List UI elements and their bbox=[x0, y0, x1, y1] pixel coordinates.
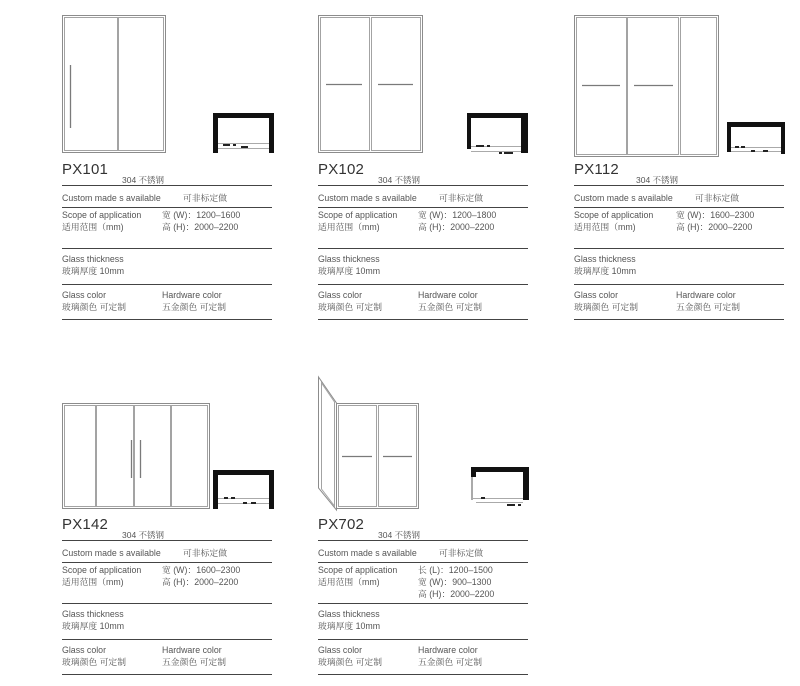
plan-wall bbox=[467, 113, 471, 149]
glass-color-value: 玻璃颜色 可定制 bbox=[574, 302, 639, 312]
glass-color-label: Glass color bbox=[62, 645, 106, 655]
scope-label-en: Scope of application bbox=[62, 210, 142, 220]
plan-roller bbox=[481, 497, 485, 499]
plan-roller bbox=[223, 144, 230, 146]
divider-line bbox=[318, 639, 528, 640]
divider-line bbox=[318, 674, 528, 675]
custom-made-label: Custom made s available bbox=[62, 193, 161, 203]
divider-line bbox=[318, 540, 528, 541]
product-card-px112 bbox=[574, 0, 786, 330]
plan-wall bbox=[213, 470, 274, 475]
plan-roller bbox=[243, 502, 247, 504]
plan-roller bbox=[241, 146, 248, 148]
custom-made-label: Custom made s available bbox=[574, 193, 673, 203]
plan-wall bbox=[467, 113, 528, 118]
plan-roller bbox=[518, 504, 521, 506]
scope-label-en: Scope of application bbox=[574, 210, 654, 220]
plan-wall bbox=[213, 113, 274, 118]
model-number: PX101 bbox=[62, 161, 109, 178]
divider-line bbox=[574, 319, 784, 320]
material-spec: 304 不锈钢 bbox=[122, 530, 165, 540]
plan-wall bbox=[269, 113, 274, 153]
divider-line bbox=[318, 603, 528, 604]
hardware-color-label: Hardware color bbox=[418, 645, 478, 655]
plan-wall bbox=[471, 467, 529, 472]
material-spec: 304 不锈钢 bbox=[378, 530, 421, 540]
glass-thickness-label: Glass thickness bbox=[62, 254, 124, 264]
hardware-color-value: 五金颜色 可定制 bbox=[676, 302, 741, 312]
glass-color-label: Glass color bbox=[318, 645, 362, 655]
hardware-color-value: 五金颜色 可定制 bbox=[162, 657, 227, 667]
divider-line bbox=[62, 207, 272, 208]
divider-line bbox=[318, 562, 528, 563]
door-panel bbox=[119, 18, 164, 151]
door-elevation-drawing bbox=[318, 375, 421, 514]
scope-label-cn: 适用范围（mm) bbox=[574, 222, 636, 232]
plan-view-diagram bbox=[471, 467, 529, 509]
plan-roller bbox=[763, 150, 768, 152]
divider-line bbox=[318, 207, 528, 208]
plan-roller bbox=[735, 146, 739, 148]
plan-roller bbox=[504, 152, 513, 154]
plan-wall bbox=[781, 122, 785, 154]
plan-wall bbox=[269, 470, 274, 509]
glass-color-label: Glass color bbox=[574, 290, 618, 300]
door-panel bbox=[65, 406, 96, 507]
custom-made-value: 可非标定做 bbox=[183, 193, 227, 203]
plan-roller bbox=[507, 504, 515, 506]
plan-wall bbox=[727, 122, 785, 127]
divider-line bbox=[62, 248, 272, 249]
plan-roller bbox=[741, 146, 745, 148]
divider-line bbox=[62, 540, 272, 541]
glass-thickness-label: Glass thickness bbox=[62, 609, 124, 619]
scope-label-en: Scope of application bbox=[318, 565, 398, 575]
door-elevation-drawing bbox=[318, 15, 424, 154]
glass-thickness-value: 玻璃厚度 10mm bbox=[318, 621, 381, 631]
custom-made-value: 可非标定做 bbox=[695, 193, 739, 203]
divider-line bbox=[318, 319, 528, 320]
material-spec: 304 不锈钢 bbox=[122, 175, 165, 185]
divider-line bbox=[62, 674, 272, 675]
glass-thickness-value: 玻璃厚度 10mm bbox=[62, 621, 125, 631]
plan-roller bbox=[224, 497, 228, 499]
plan-wall bbox=[471, 467, 476, 477]
side-panel-glass bbox=[322, 383, 335, 506]
divider-line bbox=[318, 185, 528, 186]
scope-label-cn: 适用范围（mm) bbox=[62, 222, 124, 232]
dimension-range: 宽 (W)：1200–1800 bbox=[418, 210, 497, 220]
divider-line bbox=[62, 284, 272, 285]
plan-roller bbox=[751, 150, 755, 152]
glass-thickness-label: Glass thickness bbox=[318, 254, 380, 264]
door-elevation-drawing bbox=[574, 15, 720, 158]
dimension-range: 高 (H)：2000–2200 bbox=[162, 577, 239, 587]
plan-wall bbox=[521, 113, 528, 153]
glass-color-value: 玻璃颜色 可定制 bbox=[318, 657, 383, 667]
plan-view-diagram bbox=[727, 122, 785, 154]
door-frame bbox=[63, 16, 166, 153]
hardware-color-label: Hardware color bbox=[676, 290, 736, 300]
scope-label-en: Scope of application bbox=[62, 565, 142, 575]
dimension-range: 高 (H)：2000–2200 bbox=[418, 222, 495, 232]
model-number: PX142 bbox=[62, 516, 109, 533]
custom-made-value: 可非标定做 bbox=[183, 548, 227, 558]
dimension-range: 长 (L)：1200–1500 bbox=[418, 565, 493, 575]
divider-line bbox=[62, 562, 272, 563]
door-panel bbox=[172, 406, 208, 507]
dimension-range: 宽 (W)：1600–2300 bbox=[676, 210, 755, 220]
door-panel bbox=[681, 18, 717, 155]
custom-made-label: Custom made s available bbox=[62, 548, 161, 558]
glass-color-label: Glass color bbox=[62, 290, 106, 300]
dimension-range: 高 (H)：2000–2200 bbox=[162, 222, 239, 232]
plan-roller bbox=[476, 145, 484, 147]
custom-made-label: Custom made s available bbox=[318, 193, 417, 203]
product-card-px101 bbox=[62, 0, 274, 330]
plan-roller bbox=[231, 497, 235, 499]
divider-line bbox=[574, 185, 784, 186]
custom-made-value: 可非标定做 bbox=[439, 548, 483, 558]
model-number: PX112 bbox=[574, 161, 619, 178]
door-panel bbox=[97, 406, 134, 507]
model-number: PX102 bbox=[318, 161, 365, 178]
material-spec: 304 不锈钢 bbox=[636, 175, 679, 185]
door-panel bbox=[65, 18, 118, 151]
model-number: PX702 bbox=[318, 516, 365, 533]
glass-color-label: Glass color bbox=[318, 290, 362, 300]
divider-line bbox=[62, 319, 272, 320]
material-spec: 304 不锈钢 bbox=[378, 175, 421, 185]
scope-label-cn: 适用范围（mm) bbox=[318, 222, 380, 232]
product-card-px142 bbox=[62, 355, 274, 685]
plan-wall bbox=[727, 122, 731, 152]
divider-line bbox=[574, 207, 784, 208]
door-elevation-drawing bbox=[62, 403, 211, 510]
hardware-color-value: 五金颜色 可定制 bbox=[162, 302, 227, 312]
glass-thickness-value: 玻璃厚度 10mm bbox=[318, 266, 381, 276]
plan-view-diagram bbox=[213, 113, 274, 153]
custom-made-label: Custom made s available bbox=[318, 548, 417, 558]
door-elevation-drawing bbox=[62, 15, 167, 154]
scope-label-cn: 适用范围（mm) bbox=[62, 577, 124, 587]
plan-view-diagram bbox=[467, 113, 528, 157]
dimension-range: 高 (H)：2000–2200 bbox=[418, 589, 495, 599]
product-card-px702 bbox=[318, 355, 530, 685]
hardware-color-label: Hardware color bbox=[162, 290, 222, 300]
scope-label-en: Scope of application bbox=[318, 210, 398, 220]
glass-color-value: 玻璃颜色 可定制 bbox=[62, 657, 127, 667]
plan-wall bbox=[523, 467, 529, 500]
divider-line bbox=[62, 185, 272, 186]
glass-color-value: 玻璃颜色 可定制 bbox=[62, 302, 127, 312]
glass-thickness-value: 玻璃厚度 10mm bbox=[62, 266, 125, 276]
divider-line bbox=[318, 248, 528, 249]
plan-wall bbox=[213, 113, 218, 153]
divider-line bbox=[574, 284, 784, 285]
hardware-color-label: Hardware color bbox=[162, 645, 222, 655]
glass-thickness-label: Glass thickness bbox=[318, 609, 380, 619]
scope-label-cn: 适用范围（mm) bbox=[318, 577, 380, 587]
plan-wall bbox=[213, 470, 218, 509]
dimension-range: 高 (H)：2000–2200 bbox=[676, 222, 753, 232]
door-frame bbox=[63, 404, 210, 509]
plan-roller bbox=[233, 144, 236, 146]
dimension-range: 宽 (W)：900–1300 bbox=[418, 577, 492, 587]
plan-roller bbox=[499, 152, 502, 154]
dimension-range: 宽 (W)：1600–2300 bbox=[162, 565, 241, 575]
divider-line bbox=[574, 248, 784, 249]
glass-thickness-value: 玻璃厚度 10mm bbox=[574, 266, 637, 276]
divider-line bbox=[62, 603, 272, 604]
custom-made-value: 可非标定做 bbox=[439, 193, 483, 203]
product-card-px102 bbox=[318, 0, 530, 330]
divider-line bbox=[62, 639, 272, 640]
hardware-color-value: 五金颜色 可定制 bbox=[418, 302, 483, 312]
divider-line bbox=[318, 284, 528, 285]
glass-thickness-label: Glass thickness bbox=[574, 254, 636, 264]
hardware-color-label: Hardware color bbox=[418, 290, 478, 300]
dimension-range: 宽 (W)：1200–1600 bbox=[162, 210, 241, 220]
plan-view-diagram bbox=[213, 470, 274, 509]
hardware-color-value: 五金颜色 可定制 bbox=[418, 657, 483, 667]
plan-roller bbox=[487, 145, 490, 147]
plan-roller bbox=[251, 502, 256, 504]
glass-color-value: 玻璃颜色 可定制 bbox=[318, 302, 383, 312]
